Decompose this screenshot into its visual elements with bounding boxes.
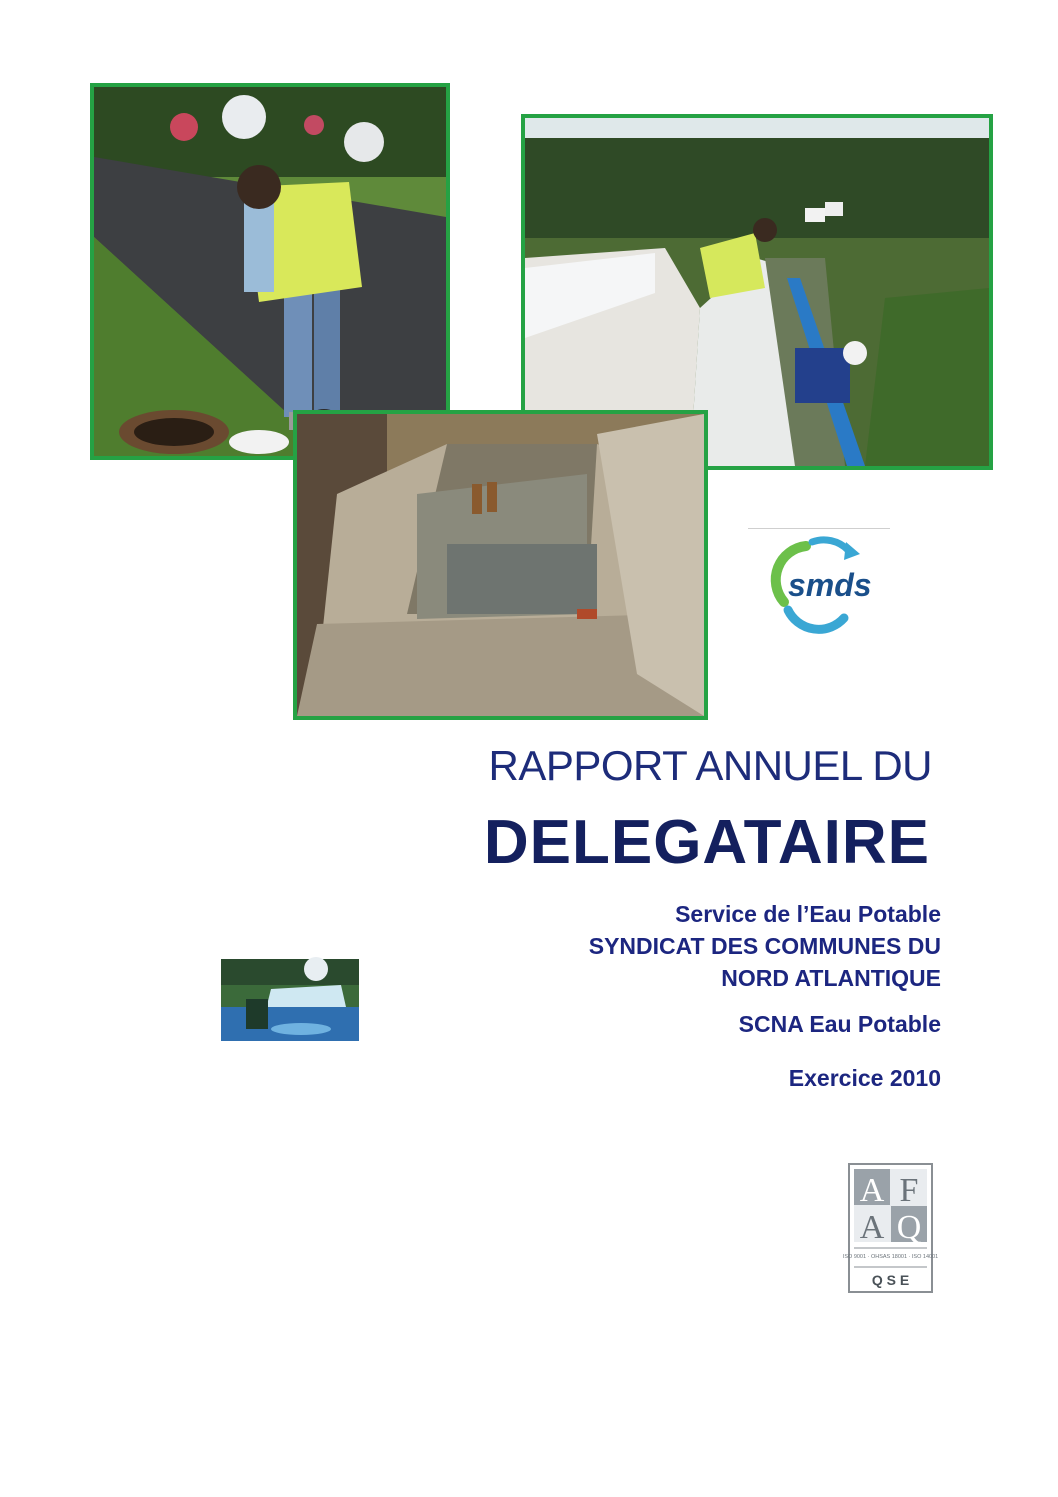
exercice-line: Exercice 2010 <box>788 1065 941 1091</box>
afaq-certifications: ISO 9001 · OHSAS 18001 · ISO 14001 <box>842 1254 939 1260</box>
syndicat-line: SYNDICAT DES COMMUNES DU <box>588 933 941 959</box>
photo-river-thumbnail <box>221 959 359 1041</box>
photo-concrete-tank <box>293 410 708 720</box>
svg-text:A: A <box>859 1172 885 1209</box>
nord-atlantique-line: NORD ATLANTIQUE <box>721 965 941 991</box>
smds-logo <box>748 528 890 628</box>
logo-divider <box>748 528 890 529</box>
scna-line: SCNA Eau Potable <box>738 1011 941 1037</box>
report-title-line2: DELEGATAIRE <box>483 808 930 877</box>
photo-worker-roadside <box>90 83 450 460</box>
svg-text:F: F <box>899 1172 919 1209</box>
report-title-line1: RAPPORT ANNUEL DU <box>488 742 932 789</box>
smds-logo-text: smds <box>788 567 872 603</box>
afaq-qse-logo <box>842 1163 939 1293</box>
svg-text:A: A <box>859 1209 885 1246</box>
svg-text:Q: Q <box>896 1209 922 1246</box>
afaq-qse-text: Q S E <box>871 1272 910 1288</box>
service-line: Service de l’Eau Potable <box>675 901 941 927</box>
